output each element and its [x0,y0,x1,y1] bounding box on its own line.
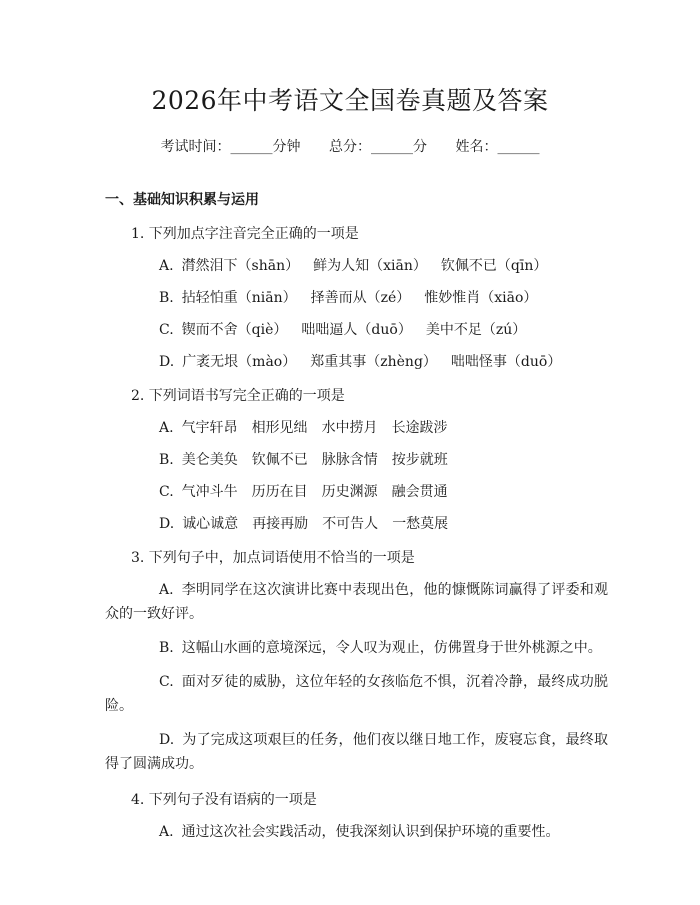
option-word: 一愁莫展 [392,516,449,532]
time-field [161,139,301,155]
option-word: 不可告人 [322,516,379,532]
score-blank: ______ [371,139,413,155]
question-1-stem: 1. 下列加点字注音完全正确的一项是 [131,226,359,242]
score-unit: 分 [413,139,427,155]
score-label: 总分： [329,139,371,155]
section-heading: 一、基础知识积累与运用 [105,192,259,208]
option-word: 潸然泪下（shān） [181,258,300,274]
q1-option-b [105,288,608,308]
option-word: 美仑美奂 [181,452,238,468]
option-word: 锲而不舍（qiè） [181,322,288,338]
option-text: 面对歹徒的威胁，这位年轻的女孩临危不惧，沉着冷静，最终成功脱险。 [105,674,608,714]
name-blank: ______ [497,139,540,155]
q2-option-c [105,482,608,502]
option-word: 惟妙惟肖（xiāo） [424,290,538,306]
option-word: 咄咄逼人（duō） [301,322,412,338]
option-word: 脉脉含情 [321,452,378,468]
option-letter: B. [159,452,174,468]
q2-option-b [105,450,608,470]
option-word: 拈轻怕重（niān） [181,290,297,306]
option-letter: C. [159,322,174,338]
q2-option-d [105,514,608,534]
option-word: 水中捞月 [321,420,378,436]
option-word: 咄咄怪事（duō） [450,354,562,370]
option-word: 再接再励 [252,516,309,532]
option-word: 气冲斗牛 [181,484,238,500]
name-field [455,139,539,155]
option-word: 历历在目 [251,484,308,500]
time-label: 考试时间： [160,139,231,155]
option-word: 诚心诚意 [182,516,239,532]
option-text: 李明同学在这次演讲比赛中表现出色，他的慷慨陈词赢得了评委和观众的一致好评。 [105,582,608,622]
name-label: 姓名： [455,139,498,155]
q1-option-a [105,256,608,276]
option-letter: C. [159,674,174,690]
option-word: 历史渊源 [321,484,378,500]
q3-option-b [105,636,608,660]
question-3-stem: 3. 下列句子中，加点词语使用不恰当的一项是 [131,550,415,566]
option-word: 钦佩不已 [251,452,308,468]
q1-option-c [105,320,608,340]
option-letter: A. [159,582,174,598]
option-text: 通过这次社会实践活动，使我深刻认识到保护环境的重要性。 [181,824,560,840]
q1-option-d [105,352,608,372]
option-word: 按步就班 [391,452,448,468]
time-blank: ______ [230,139,273,155]
option-word: 融会贯通 [391,484,448,500]
option-word: 广袤无垠（mào） [182,354,297,370]
option-letter: B. [159,290,174,306]
page-title: 2026年中考语文全国卷真题及答案 [151,86,549,115]
option-letter: D. [159,516,175,532]
q2-option-a [105,418,608,438]
option-letter: A. [159,420,174,436]
option-word: 鲜为人知（xiān） [313,258,427,274]
option-word: 美中不足（zú） [425,322,527,338]
score-field [329,139,427,155]
q3-option-c [105,670,608,718]
option-letter: B. [159,640,174,656]
option-word: 气宇轩昂 [181,420,238,436]
exam-meta [92,136,608,158]
option-letter: C. [159,484,174,500]
option-word: 长途跋涉 [391,420,448,436]
option-letter: A. [159,824,174,840]
option-letter: D. [159,354,175,370]
q3-option-a [105,578,608,626]
q4-option-a [105,822,608,842]
option-word: 郑重其事（zhèng） [310,354,437,370]
question-4-stem: 4. 下列句子没有语病的一项是 [131,792,317,808]
option-letter: A. [159,258,174,274]
time-unit: 分钟 [272,139,301,155]
q3-option-d [105,728,608,776]
option-letter: D. [159,732,175,748]
option-word: 择善而从（zé） [310,290,411,306]
option-word: 钦佩不已（qīn） [440,258,548,274]
question-2-stem: 2. 下列词语书写完全正确的一项是 [131,388,345,404]
option-text: 为了完成这项艰巨的任务，他们夜以继日地工作，废寝忘食，最终取得了圆满成功。 [105,732,608,772]
option-text: 这幅山水画的意境深远，令人叹为观止，仿佛置身于世外桃源之中。 [181,640,602,656]
option-word: 相形见绌 [251,420,308,436]
